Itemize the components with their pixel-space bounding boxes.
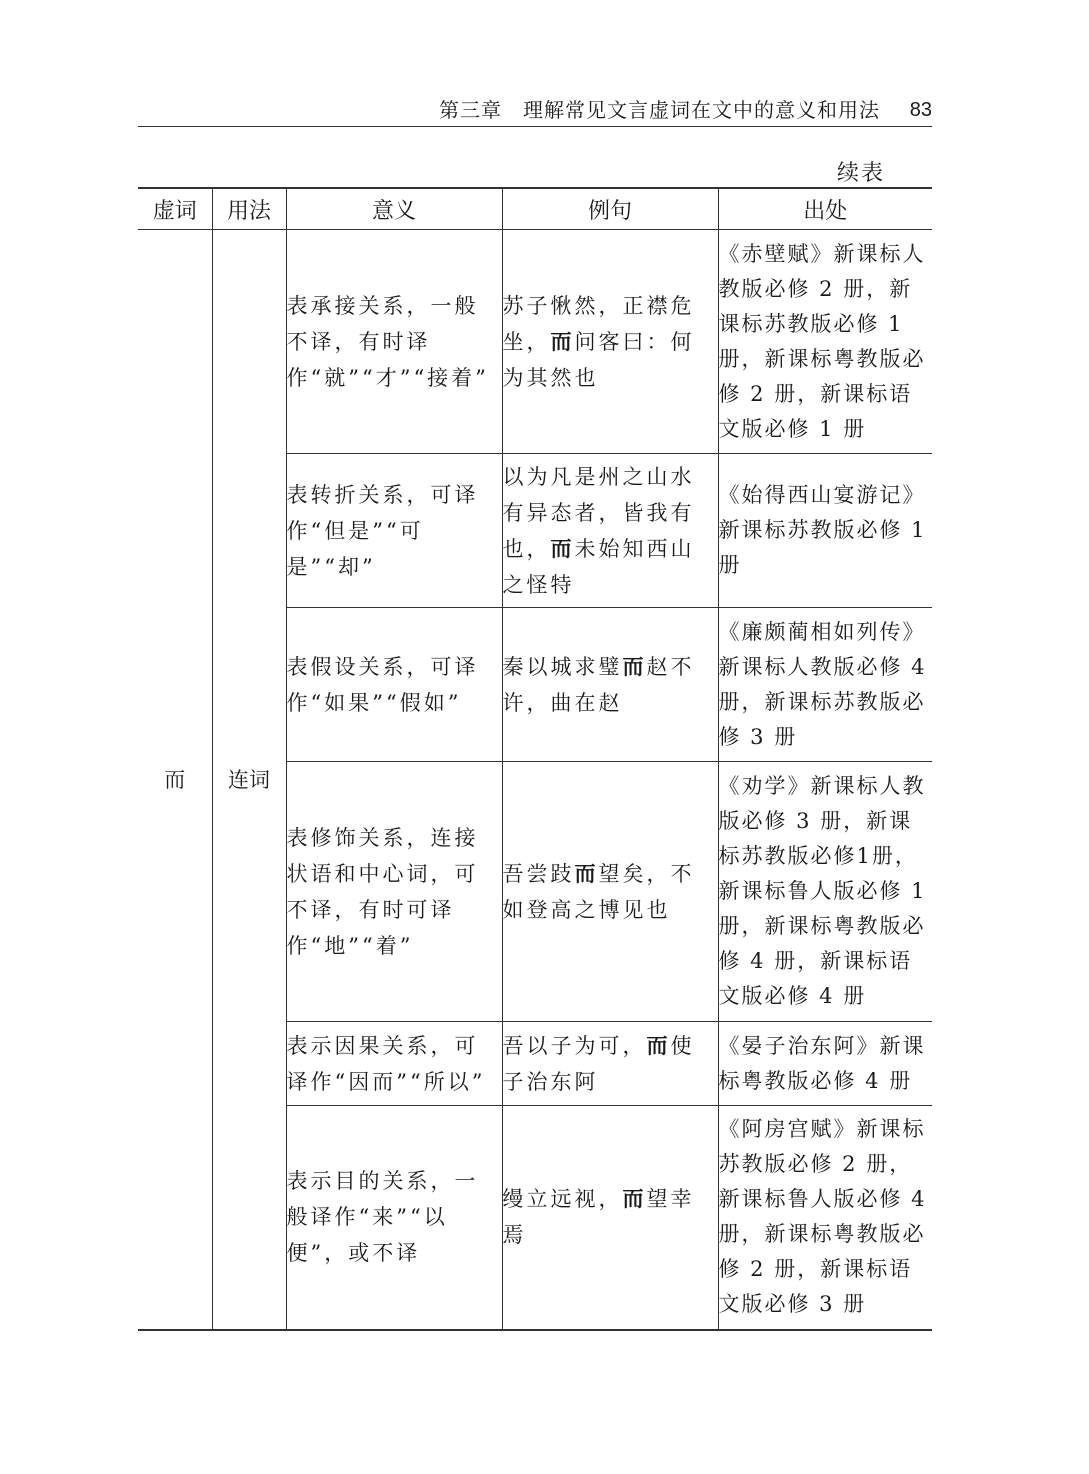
header-cell: 用法 xyxy=(212,188,286,230)
example-text: 以为凡是州之山水有异态者，皆我有也， xyxy=(502,464,695,561)
source-cell: 《劝学》新课标人教版必修 3 册，新课标苏教版必修1册，新课标鲁人版必修 1 册，新课标粤教版必修 4 册，新课标语文版必修 4 册 xyxy=(718,762,932,1022)
example-text: 使子治东阿 xyxy=(502,1033,695,1094)
table-header-row xyxy=(138,188,932,230)
source-cell: 《始得西山宴游记》新课标苏教版必修 1 册 xyxy=(718,454,932,608)
example-cell xyxy=(502,1022,718,1106)
source-cell: 《晏子治东阿》新课标粤教版必修 4 册 xyxy=(718,1022,932,1106)
example-cell xyxy=(502,1106,718,1330)
example-text: 问客曰：何为其然也 xyxy=(502,329,695,390)
function-word-cell: 而 xyxy=(138,230,212,1330)
highlight-word: 而 xyxy=(574,860,599,886)
example-cell xyxy=(502,230,718,454)
running-header xyxy=(138,96,932,127)
example-text: 未始知西山之怪特 xyxy=(502,536,695,597)
highlight-word: 而 xyxy=(622,653,647,679)
example-cell xyxy=(502,454,718,608)
meaning-cell: 表转折关系，可译作“但是”“可是”“却” xyxy=(286,454,502,608)
usage-cell: 连词 xyxy=(212,230,286,1330)
example-text: 望矣，不如登高之博见也 xyxy=(502,861,695,922)
table-caption: 续表 xyxy=(836,161,885,186)
example-text: 吾尝跂 xyxy=(502,861,575,886)
page-number: 83 xyxy=(909,99,932,121)
meaning-cell: 表示因果关系，可译作“因而”“所以” xyxy=(286,1022,502,1106)
example-text: 赵不许，曲在赵 xyxy=(502,654,695,715)
example-cell xyxy=(502,608,718,762)
highlight-word: 而 xyxy=(550,535,575,561)
highlight-word: 而 xyxy=(622,1186,647,1212)
chapter-title: 第三章 理解常见文言虚词在文中的意义和用法 xyxy=(439,98,880,122)
source-cell: 《阿房宫赋》新课标苏教版必修 2 册，新课标鲁人版必修 4 册，新课标粤教版必修 2 册，新课标语文版必修 3 册 xyxy=(718,1106,932,1330)
source-cell: 《廉颇蔺相如列传》新课标人教版必修 4 册，新课标苏教版必修 3 册 xyxy=(718,608,932,762)
header-cell: 意义 xyxy=(286,188,502,230)
meaning-cell: 表示目的关系，一般译作“来”“以便”，或不译 xyxy=(286,1106,502,1330)
source-cell: 《赤壁赋》新课标人教版必修 2 册，新课标苏教版必修 1 册，新课标粤教版必修 2 册，新课标语文版必修 1 册 xyxy=(718,230,932,454)
example-text: 苏子愀然，正襟危坐， xyxy=(502,293,695,354)
example-text: 望幸焉 xyxy=(502,1187,695,1248)
meaning-cell: 表修饰关系，连接状语和中心词，可不译，有时可译作“地”“着” xyxy=(286,762,502,1022)
function-word-table xyxy=(138,187,932,1331)
header-cell: 例句 xyxy=(502,188,718,230)
highlight-word: 而 xyxy=(550,328,575,354)
meaning-cell: 表假设关系，可译作“如果”“假如” xyxy=(286,608,502,762)
header-cell: 出处 xyxy=(718,188,932,230)
example-text: 吾以子为可， xyxy=(502,1033,647,1058)
highlight-word: 而 xyxy=(646,1032,671,1058)
example-text: 缦立远视， xyxy=(502,1187,623,1212)
example-text: 秦以城求璧 xyxy=(502,654,623,679)
header-cell: 虚词 xyxy=(138,188,212,230)
table-row xyxy=(138,230,932,454)
meaning-cell: 表承接关系，一般不译，有时译作“就”“才”“接着” xyxy=(286,230,502,454)
example-cell xyxy=(502,762,718,1022)
